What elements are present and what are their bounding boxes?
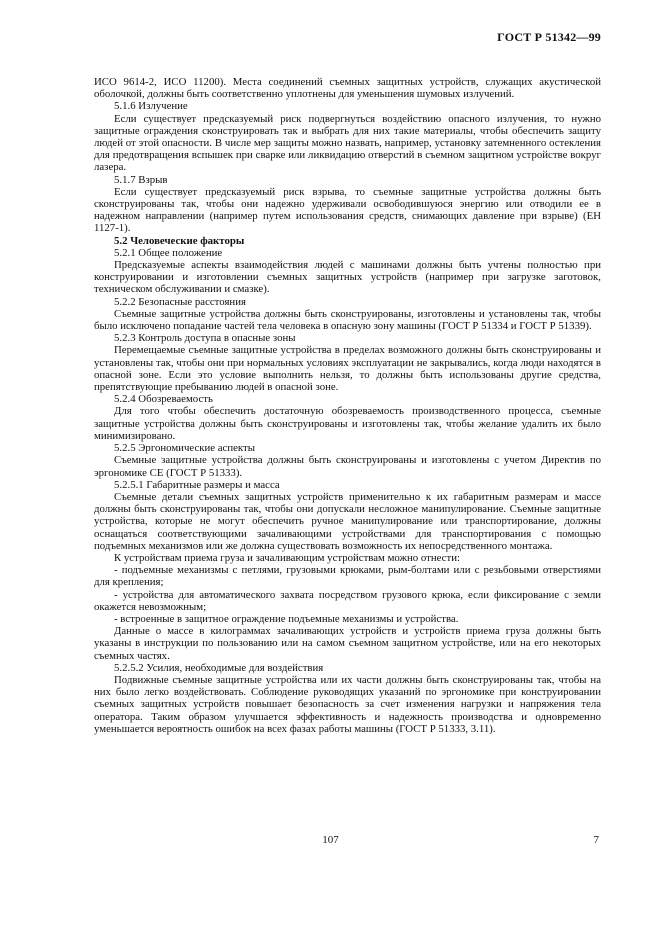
paragraph: Данные о массе в килограммах зачаливающих устройств и устройств приема груза должны быть указаны в инструкции по пользованию или на самом съемном защитном устройстве, или на его некоторых съемных частях. bbox=[94, 625, 601, 662]
paragraph: Для того чтобы обеспечить достаточную обозреваемость производственного процесса, съемные защитные устройства должны быть сконструированы и изготовлены так, чтобы желание удалить их было минимизировано. bbox=[94, 405, 601, 442]
paragraph: Предсказуемые аспекты взаимодействия людей с машинами должны быть учтены полностью при конструировании и изготовлении съемных защитных устройств (например при загрузке заготовок, техническом обслуживании и смазке). bbox=[94, 259, 601, 296]
paragraph: Если существует предсказуемый риск подвергнуться воздействию опасного излучения, то нужно защитные ограждения сконструировать так и выбрать для них такие материалы, чтобы обеспечить защиту людей от этой опасности. В числе мер защиты можно назвать, например, установку затемненного остекления для предотвращения вспышек при сварке или ликвидацию отверстий в съемном защитном устройстве вокруг лазера. bbox=[94, 112, 601, 174]
section-heading: 5.2.2 Безопасные расстояния bbox=[114, 295, 246, 308]
paragraph: Съемные защитные устройства должны быть сконструированы и изготовлены с учетом Директив по эргономике СЕ (ГОСТ Р 51333). bbox=[94, 454, 601, 479]
section-heading: 5.2.4 Обозреваемость bbox=[114, 393, 213, 406]
paragraph: Съемные защитные устройства должны быть сконструированы, изготовлены и установлены так, чтобы было исключено попадание частей тела человека в опасную зону машины (ГОСТ Р 51334 и ГОСТ Р 51339). bbox=[94, 307, 601, 333]
section-heading: 5.1.7 Взрыв bbox=[114, 173, 168, 186]
section-heading: 5.2.3 Контроль доступа в опасные зоны bbox=[114, 332, 296, 345]
paragraph: Перемещаемые съемные защитные устройства в пределах возможного должны быть сконструированы и установлены так, чтобы они при нормальных условиях эксплуатации не закрывались, когда люди находятся в опасной зоне. Если это условие выполнить нельзя, то должны быть использованы другие средства, препятствующие пребыванию людей в опасной зоне. bbox=[94, 344, 601, 394]
page-number-right: 7 bbox=[593, 834, 599, 846]
paragraph: К устройствам приема груза и зачаливающим устройствам можно отнести: bbox=[114, 551, 460, 564]
list-item: - подъемные механизмы с петлями, грузовыми крюками, рым-болтами или с резьбовыми отверстиями для крепления; bbox=[94, 564, 601, 589]
paragraph: Подвижные съемные защитные устройства или их части должны быть сконструированы так, чтобы на них было легко воздействовать. Соблюдение руководящих указаний по эргономике при конструировании съемных защитных устройств повышает безопасность за счет изменения нагрузки и напряжения тела оператора. Таким образом улучшается эффективность и надежность производства и одновременно уменьшается вероятность ошибок на всех фазах работы машины (ГОСТ Р 51333, 3.11). bbox=[94, 673, 601, 735]
page-number-center: 107 bbox=[322, 834, 339, 846]
section-heading: 5.2 Человеческие факторы bbox=[114, 234, 245, 247]
paragraph: ИСО 9614-2, ИСО 11200). Места соединений съемных защитных устройств, служащих акустической оболочкой, должны быть соответственно уплотнены для уменьшения шумовых излучений. bbox=[94, 76, 601, 101]
section-heading: 5.2.5.2 Усилия, необходимые для воздействия bbox=[114, 661, 324, 674]
paragraph: Если существует предсказуемый риск взрыва, то съемные защитные устройства должны быть сконструированы так, чтобы они надежно удерживали освободившуюся энергию или отводили ее в надежном направлении (например путем использования средств, снимающих давление при взрыве) (ЕН 1127-1). bbox=[94, 185, 601, 235]
document-header: ГОСТ Р 51342—99 bbox=[497, 30, 601, 44]
section-heading: 5.2.5 Эргономические аспекты bbox=[114, 442, 255, 455]
list-item: - встроенные в защитное ограждение подъемные механизмы и устройства. bbox=[114, 612, 459, 625]
section-heading: 5.2.1 Общее положение bbox=[114, 246, 223, 259]
paragraph: Съемные детали съемных защитных устройств применительно к их габаритным размерам и массе должны быть сконструированы так, чтобы они допускали несложное манипулирование. Съемные защитные устройства, которые не могут обеспечить ручное манипулирование или транспортирование, должны оснащаться соответствующими зачаливающими устройствами для транспортирования с помощью подъемных механизмов или же должна существовать возможность их непосредственного монтажа. bbox=[94, 490, 601, 552]
document-body bbox=[94, 76, 601, 735]
section-heading: 5.1.6 Излучение bbox=[114, 100, 188, 113]
section-heading: 5.2.5.1 Габаритные размеры и масса bbox=[114, 478, 280, 491]
list-item: - устройства для автоматического захвата посредством грузового крюка, если фиксирование с земли окажется невозможным; bbox=[94, 588, 601, 613]
